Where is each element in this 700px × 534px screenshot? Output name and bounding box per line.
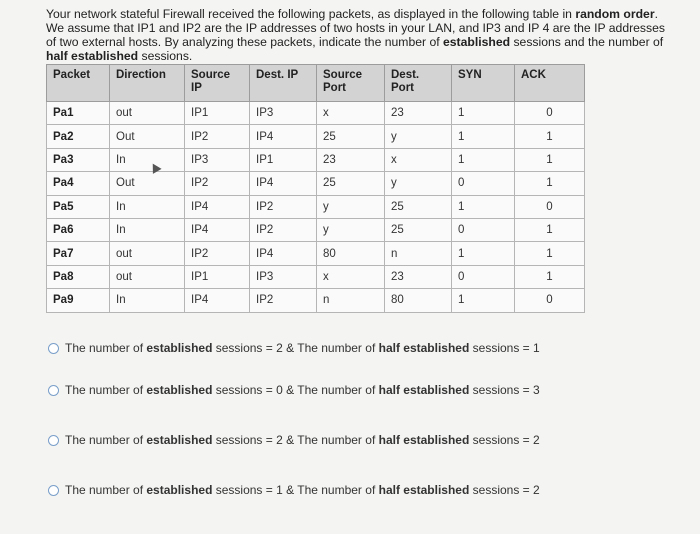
cell-source-port: n [317,289,385,312]
cell-source-ip: IP4 [185,218,250,241]
cell-direction: In [110,148,185,171]
cell-dest-port: y [385,172,452,195]
question-bold: established [443,35,511,49]
header-direction: Direction [110,65,185,102]
cell-source-port: 25 [317,125,385,148]
cell-ack: 0 [515,102,585,125]
cell-ack: 1 [515,218,585,241]
cell-source-port: 25 [317,172,385,195]
cell-syn: 1 [452,289,515,312]
header-dest-ip: Dest. IP [250,65,317,102]
cell-source-ip: IP2 [185,172,250,195]
cell-dest-port: 23 [385,102,452,125]
table-row [47,148,585,171]
cell-source-ip: IP4 [185,195,250,218]
cell-packet: Pa9 [47,289,110,312]
answer-option-4[interactable] [48,483,540,497]
option-label: The number of established sessions = 1 & The number of half established sessions = 2 [65,483,540,497]
cell-dest-port: 80 [385,289,452,312]
cell-dest-port: 23 [385,265,452,288]
cell-direction: out [110,102,185,125]
cell-direction: out [110,242,185,265]
cell-ack: 1 [515,125,585,148]
cell-source-port: x [317,265,385,288]
cell-source-port: y [317,218,385,241]
table-row [47,265,585,288]
cell-ack: 1 [515,148,585,171]
cell-ack: 0 [515,289,585,312]
cell-source-port: y [317,195,385,218]
header-ack: ACK [515,65,585,102]
table-row [47,242,585,265]
header-dest-port: Dest. Port [385,65,452,102]
cell-dest-ip: IP2 [250,218,317,241]
table-row [47,195,585,218]
cell-syn: 0 [452,265,515,288]
cell-ack: 1 [515,265,585,288]
answer-option-2[interactable] [48,383,540,397]
cell-packet: Pa1 [47,102,110,125]
cell-syn: 1 [452,242,515,265]
cell-packet: Pa5 [47,195,110,218]
cell-dest-port: x [385,148,452,171]
cell-syn: 1 [452,195,515,218]
cell-dest-ip: IP1 [250,148,317,171]
question-part: Your network stateful Firewall received the following packets, as displayed in the following table in [46,7,576,21]
cell-dest-ip: IP4 [250,125,317,148]
cell-source-ip: IP1 [185,265,250,288]
question-part: . We assume that IP1 and IP2 are the IP addresses of two hosts in your LAN, and IP3 and IP 4 are the IP addresses of two external hosts. By analyzing these packets, indicate the number of [46,7,665,49]
header-syn: SYN [452,65,515,102]
radio-button-icon[interactable] [48,485,59,496]
table-row [47,172,585,195]
cell-direction: In [110,218,185,241]
cell-packet: Pa6 [47,218,110,241]
table-row [47,218,585,241]
cell-dest-ip: IP4 [250,242,317,265]
cell-dest-ip: IP3 [250,265,317,288]
table-header-row [47,65,585,102]
cell-source-port: 80 [317,242,385,265]
answer-option-3[interactable] [48,433,540,447]
question-part: sessions and the number of [510,35,664,49]
cell-source-ip: IP2 [185,242,250,265]
cell-direction: Out [110,125,185,148]
option-label: The number of established sessions = 2 & The number of half established sessions = 2 [65,433,540,447]
option-label: The number of established sessions = 0 & The number of half established sessions = 3 [65,383,540,397]
cell-syn: 1 [452,102,515,125]
cell-direction: out [110,265,185,288]
question-part: sessions. [138,49,193,63]
cell-dest-port: 25 [385,218,452,241]
radio-button-icon[interactable] [48,385,59,396]
cell-ack: 0 [515,195,585,218]
question-bold: random order [575,7,655,21]
cell-direction: Out [110,172,185,195]
cell-syn: 1 [452,125,515,148]
question-text [46,7,666,63]
cell-syn: 1 [452,148,515,171]
header-packet: Packet [47,65,110,102]
cell-source-ip: IP1 [185,102,250,125]
radio-button-icon[interactable] [48,435,59,446]
cell-dest-port: n [385,242,452,265]
header-source-ip: Source IP [185,65,250,102]
question-bold: half established [46,49,139,63]
cell-dest-ip: IP4 [250,172,317,195]
cell-syn: 0 [452,218,515,241]
cell-packet: Pa2 [47,125,110,148]
cell-source-port: x [317,102,385,125]
radio-button-icon[interactable] [48,343,59,354]
cell-dest-ip: IP2 [250,289,317,312]
cell-source-ip: IP2 [185,125,250,148]
table-row [47,289,585,312]
header-source-port: Source Port [317,65,385,102]
cell-direction: In [110,289,185,312]
cell-packet: Pa3 [47,148,110,171]
table-row [47,125,585,148]
cell-dest-port: y [385,125,452,148]
cell-packet: Pa8 [47,265,110,288]
cell-source-ip: IP3 [185,148,250,171]
cell-dest-ip: IP3 [250,102,317,125]
cell-syn: 0 [452,172,515,195]
cell-packet: Pa7 [47,242,110,265]
cell-source-ip: IP4 [185,289,250,312]
cell-ack: 1 [515,242,585,265]
cell-packet: Pa4 [47,172,110,195]
packet-table [46,64,585,313]
option-label: The number of established sessions = 2 & The number of half established sessions = 1 [65,341,540,355]
cell-dest-ip: IP2 [250,195,317,218]
cell-ack: 1 [515,172,585,195]
cell-source-port: 23 [317,148,385,171]
cell-direction: In [110,195,185,218]
cell-dest-port: 25 [385,195,452,218]
answer-option-1[interactable] [48,341,540,355]
table-row [47,102,585,125]
